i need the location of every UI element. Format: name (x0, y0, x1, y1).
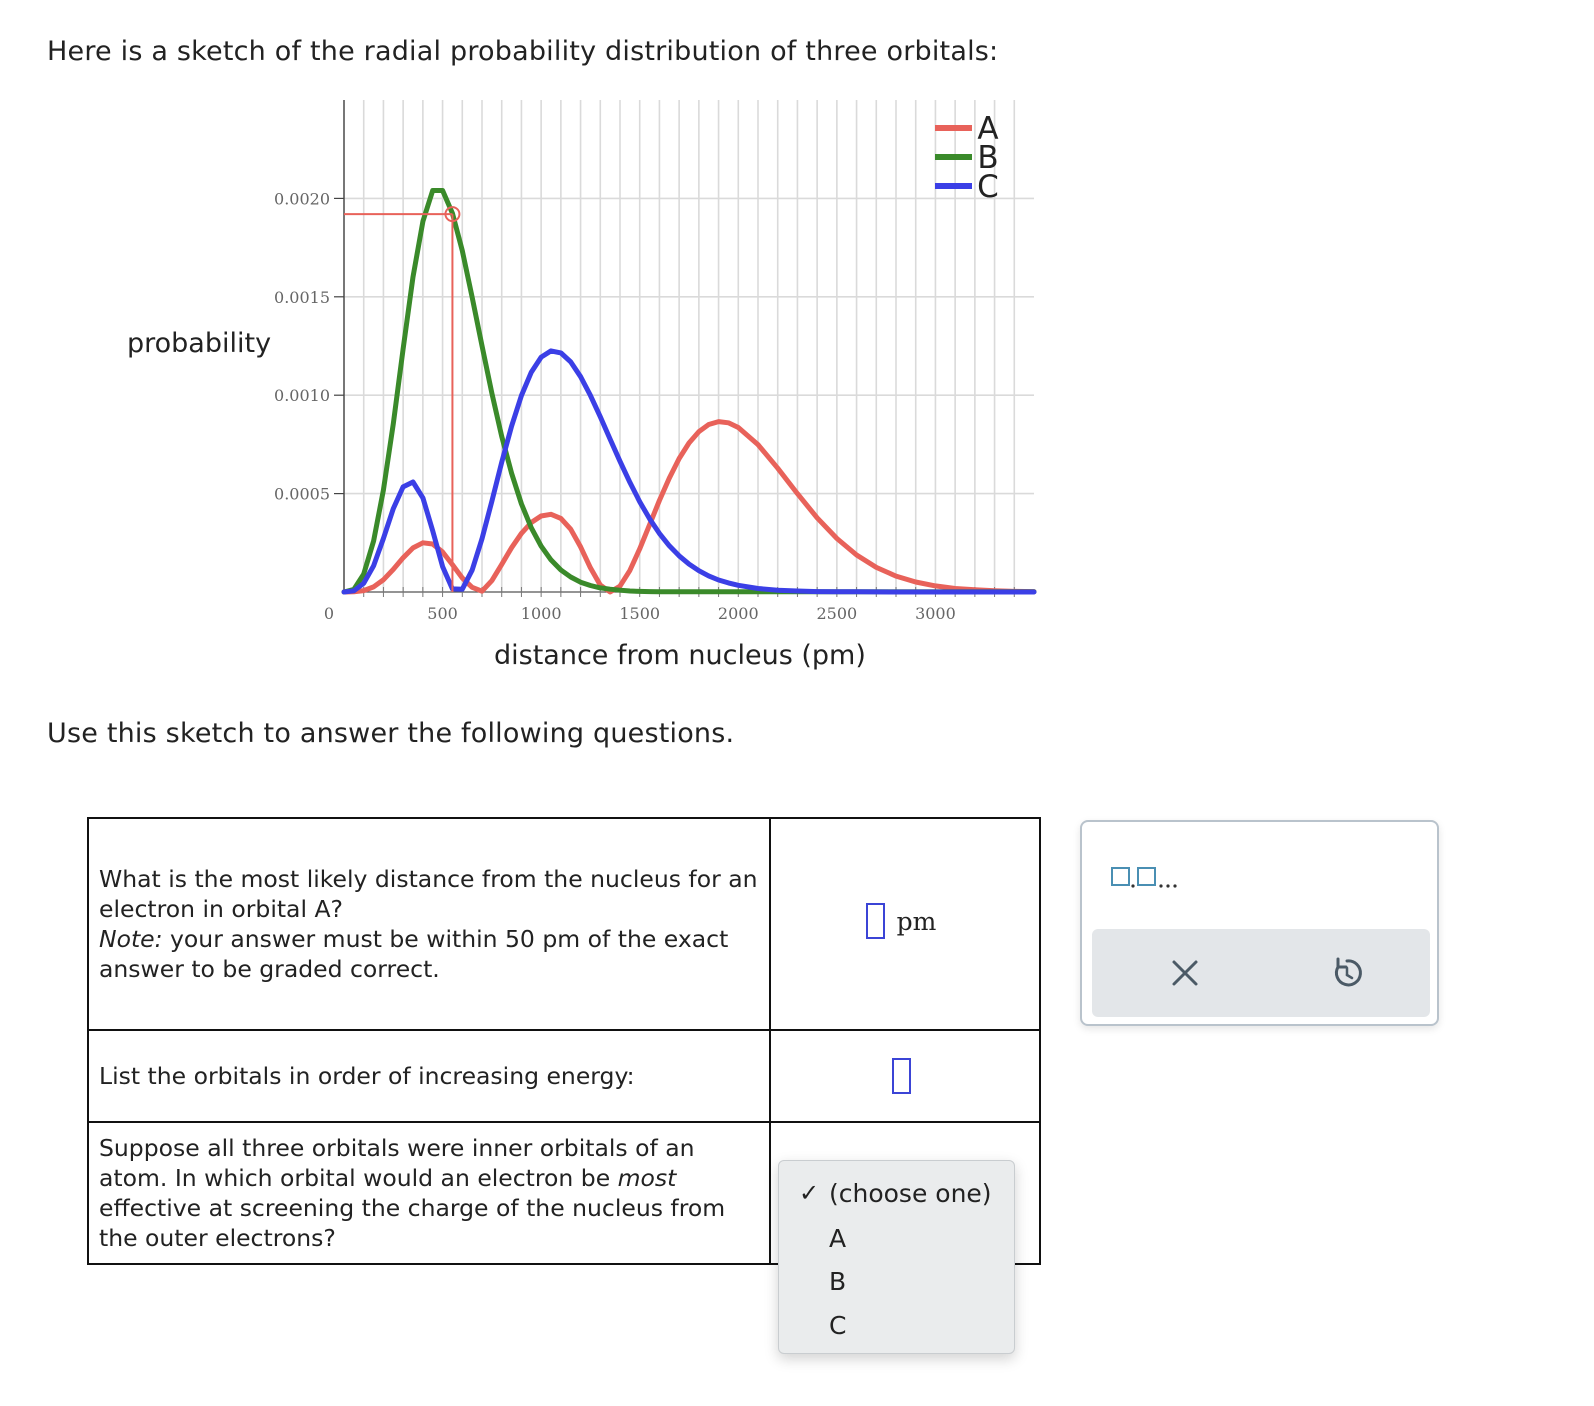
answer-cell-2 (770, 1030, 1040, 1122)
x-axis-label: distance from nucleus (pm) (494, 640, 866, 671)
question-2 (88, 1030, 770, 1122)
question-3 (88, 1122, 770, 1264)
legend-label-a: A (977, 111, 999, 147)
major-gridlines (344, 198, 1034, 493)
question-3-text-2: effective at screening the charge of the nucleus from the outer electrons? (99, 1194, 726, 1252)
y-tick-label: 0.0010 (274, 386, 330, 406)
y-axis-label: probability (127, 328, 272, 359)
series-b-line (344, 191, 1034, 593)
question-1-note-text: your answer must be within 50 pm of the exact answer to be graded correct. (99, 925, 729, 983)
question-3-text-1: Suppose all three orbitals were inner orbitals of an atom. In which orbital would an electron be (99, 1134, 695, 1192)
question-row-2 (88, 1030, 1040, 1122)
selected-check-icon: ✓ (799, 1179, 820, 1207)
answer-cell-1 (770, 818, 1040, 1030)
tool-button-bar (1092, 929, 1430, 1017)
energy-order-input[interactable] (892, 1058, 911, 1094)
y-tick-label: 0.0020 (274, 189, 330, 209)
legend-label-c: C (977, 169, 999, 205)
answer-1-wrap (763, 903, 1039, 939)
y-tick-label: 0.0015 (274, 287, 330, 307)
x-tick-label: 2000 (717, 604, 759, 623)
distance-answer-input[interactable] (866, 903, 885, 939)
answer-tools-panel (1080, 820, 1439, 1026)
x-tick-label: 1000 (520, 604, 562, 623)
clear-x-icon[interactable] (1162, 950, 1208, 996)
series-lines (344, 191, 1034, 593)
x-tick-label: 500 (427, 604, 458, 623)
y-tick-labels (274, 189, 330, 503)
question-1-note-label: Note: (99, 925, 163, 953)
question-3-emphasis: most (617, 1164, 677, 1192)
unit-label: pm (896, 906, 937, 936)
x-tick-label: 0 (323, 604, 335, 623)
question-1 (88, 818, 770, 1030)
answer-2-wrap (763, 1058, 1039, 1094)
x-tick-label: 2500 (816, 604, 858, 623)
undo-reset-icon[interactable] (1324, 950, 1370, 996)
question-row-1 (88, 818, 1040, 1030)
followup-text: Use this sketch to answer the following questions. (47, 718, 735, 749)
list-template-icon[interactable] (1110, 862, 1200, 892)
axes (334, 100, 1034, 597)
x-tick-labels (324, 604, 956, 623)
legend (935, 111, 999, 205)
radial-probability-chart (0, 0, 1594, 700)
question-1-text: What is the most likely distance from the nucleus for an electron in orbital A? (99, 865, 758, 923)
question-2-text: List the orbitals in order of increasing energy: (99, 1062, 635, 1090)
x-tick-label: 1500 (619, 604, 661, 623)
minor-gridlines (364, 100, 1015, 592)
screening-orbital-dropdown[interactable]: ✓ (choose one) A B C (778, 1160, 1015, 1354)
y-tick-label: 0.0005 (274, 484, 330, 504)
x-tick-label: 3000 (915, 604, 956, 623)
legend-label-b: B (977, 140, 999, 176)
intro-text: Here is a sketch of the radial probability distribution of three orbitals: (47, 36, 999, 67)
